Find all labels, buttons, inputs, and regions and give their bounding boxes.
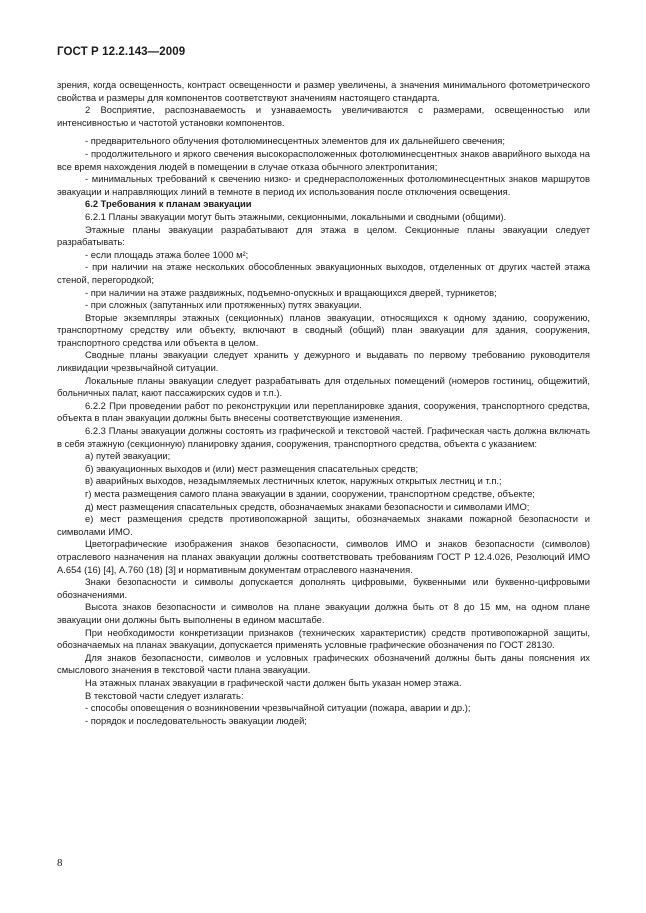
section-heading: 6.2 Требования к планам эвакуации bbox=[85, 198, 252, 210]
list-item: а) путей эвакуации; bbox=[85, 450, 171, 462]
list-item: - предварительного облучения фотолюминесцентных элементов для их дальнейшего свечения; bbox=[85, 135, 505, 147]
paragraph: 6.2.2 При проведении работ по реконструкции или перепланировке здания, сооружения, транспортного средства, объекта в план эвакуации должны быть внесены соответствующие изменения. bbox=[57, 399, 590, 424]
paragraph: 6.2.3 Планы эвакуации должны состоять из графической и текстовой частей. Графическая часть должна включать в себя этажную (секционную) планировку здания, сооружения, транспортного средства, объекта с указанием: bbox=[57, 425, 590, 449]
paragraph: При необходимости конкретизации признаков (технических характеристик) средств противопожарной защиты, обозначаемых на планах эвакуации, допускается применять условные графические обозначения по ГОСТ 28130. bbox=[57, 626, 590, 651]
paragraph: Этажные планы эвакуации разрабатывают для этажа в целом. Секционные планы эвакуации следует разрабатывать: bbox=[57, 223, 590, 248]
list-item: - минимальных требований к свечению низко- и среднерасположенных фотолюминесцентных знаков маршрутов эвакуации и направляющих линий в темноте в период их использования после отключения освещения. bbox=[57, 173, 590, 197]
paragraph: Вторые экземпляры этажных (секционных) планов эвакуации, относящихся к одному зданию, сооружению, транспортному средству или объекту, включают в сводный (общий) план эвакуации для здания, сооружения, транспортного средства или объекта в целом. bbox=[57, 311, 590, 348]
paragraph: Высота знаков безопасности и символов на плане эвакуации должна быть от 8 до 15 мм, на одном плане эвакуации они должны быть выполнены в едином масштабе. bbox=[57, 601, 590, 625]
paragraph: зрения, когда освещенность, контраст освещенности и размер увеличены, а значения минимального фотометрического свойства и размеры для компонентов соответствуют значениям настоящего стандарта. bbox=[57, 79, 590, 103]
paragraph: Сводные планы эвакуации следует хранить у дежурного и выдавать по первому требованию руководителя ликвидации чрезвычайной ситуации. bbox=[57, 349, 590, 374]
paragraph: 6.2.1 Планы эвакуации могут быть этажными, секционными, локальными и сводными (общими). bbox=[85, 210, 507, 222]
list-item: - при сложных (запутанных или протяженных) путях эвакуации. bbox=[85, 299, 362, 311]
list-item: - продолжительного и яркого свечения высокорасположенных фотолюминесцентных знаков аварийного выхода на все время нахождения людей в помещении в случае отказа обычного электропитания; bbox=[57, 147, 590, 172]
paragraph: Для знаков безопасности, символов и условных графических обозначений должны быть даны пояснения их смыслового значения в текстовой части плана эвакуации. bbox=[57, 651, 590, 676]
list-item: - если площадь этажа более 1000 м²; bbox=[85, 248, 249, 260]
list-item: - при наличии на этаже нескольких обособленных эвакуационных выходов, отделенных от других частей этажа стеной, перегородкой; bbox=[57, 261, 590, 285]
list-item: б) эвакуационных выходов и (или) мест размещения спасательных средств; bbox=[85, 462, 419, 474]
paragraph: 2 Восприятие, распознаваемость и узнаваемость увеличиваются с размерами, освещенностью или интенсивностью и частотой установки компонентов. bbox=[57, 104, 590, 128]
page-number: 8 bbox=[57, 857, 63, 869]
paragraph: Локальные планы эвакуации следует разрабатывать для отдельных помещений (номеров гостиниц, общежитий, больничных палат, кают пассажирских судов и т.п.). bbox=[57, 374, 590, 399]
list-item: д) мест размещения спасательных средств, обозначаемых знаками безопасности и символами ИМО; bbox=[85, 500, 530, 512]
list-item: - при наличии на этаже раздвижных, подъемно-опускных и вращающихся дверей, турникетов; bbox=[85, 286, 497, 298]
list-item: г) места размещения самого плана эвакуации в здании, сооружении, транспортном средстве, объекте; bbox=[85, 488, 535, 499]
document-body bbox=[57, 79, 590, 727]
paragraph: Цветографические изображения знаков безопасности, символов ИМО и знаков безопасности (символов) отраслевого назначения на планах эвакуации должны соответствовать требованиям ГОСТ Р 12.4.026, Резолюций ИМО А.654 (16) [4], А.760 (18) [3] и нормативным документам отраслевого назначения. bbox=[57, 538, 590, 575]
list-item: - способы оповещения о возникновении чрезвычайной ситуации (пожара, аварии и др.); bbox=[85, 702, 471, 714]
list-item: е) мест размещения средств противопожарной защиты, обозначаемых знаками пожарной безопасности и символами ИМО. bbox=[57, 513, 590, 537]
paragraph: На этажных планах эвакуации в графической части должен быть указан номер этажа. bbox=[85, 676, 462, 688]
document-header: ГОСТ Р 12.2.143—2009 bbox=[57, 46, 186, 58]
paragraph: В текстовой части следует излагать: bbox=[85, 689, 244, 701]
list-item: - порядок и последовательность эвакуации людей; bbox=[85, 714, 307, 726]
paragraph: Знаки безопасности и символы допускается дополнять цифровыми, буквенными или буквенно-цифровыми обозначениями. bbox=[57, 576, 590, 600]
list-item: в) аварийных выходов, незадымляемых лестничных клеток, наружных открытых лестниц и т.п.; bbox=[85, 475, 502, 487]
